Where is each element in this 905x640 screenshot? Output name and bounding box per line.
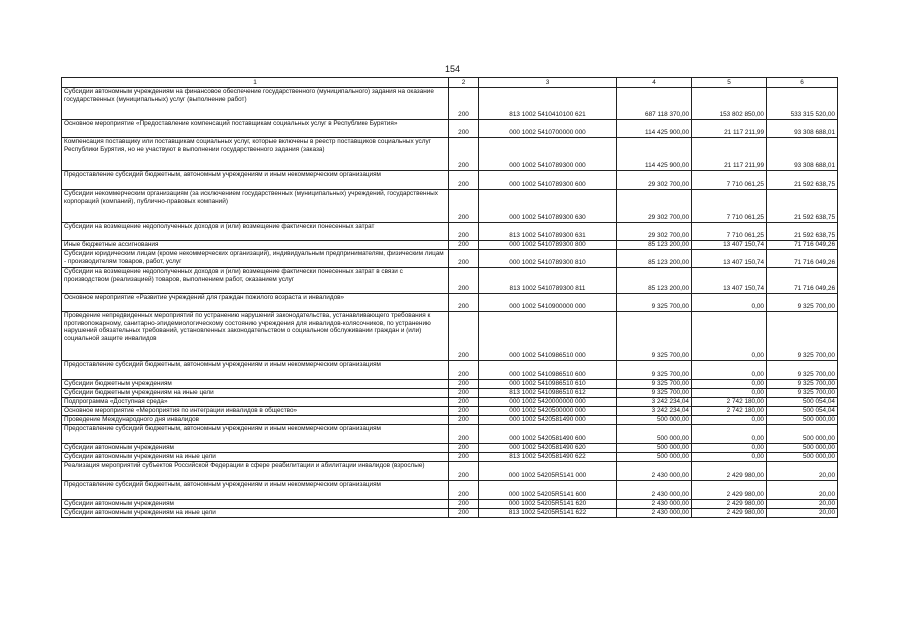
rows-code-cell: 200 — [449, 453, 479, 462]
table-row — [62, 241, 838, 250]
rows-executed-cell: 13 407 150,74 — [692, 241, 767, 250]
table-row — [62, 361, 838, 380]
rows-name-cell: Иные бюджетные ассигнования — [62, 241, 449, 250]
rows-classifier-cell: 000 1002 5410789300 800 — [479, 241, 617, 250]
rows-executed-cell: 2 429 980,00 — [692, 500, 767, 509]
rows-code-cell: 200 — [449, 425, 479, 444]
rows-executed-cell: 0,00 — [692, 389, 767, 398]
rows-amount-cell: 2 430 000,00 — [617, 500, 692, 509]
rows-executed-cell: 153 802 850,00 — [692, 88, 767, 120]
rows-amount-cell: 9 325 700,00 — [617, 294, 692, 312]
rows-name-cell: Предоставление субсидий бюджетным, автономным учреждениям и иным некоммерческим организациям — [62, 361, 449, 380]
rows-code-cell: 200 — [449, 361, 479, 380]
rows-remaining-cell: 20,00 — [767, 509, 838, 518]
rows-classifier-cell: 000 1002 5410986510 000 — [479, 312, 617, 361]
rows-amount-cell: 29 302 700,00 — [617, 190, 692, 223]
rows-classifier-cell: 000 1002 5420581490 000 — [479, 416, 617, 425]
rows-name-cell: Субсидии автономным учреждениям на иные цели — [62, 453, 449, 462]
rows-executed-cell: 2 429 980,00 — [692, 462, 767, 481]
rows-name-cell: Предоставление субсидий бюджетным, автономным учреждениям и иным некоммерческим организациям — [62, 481, 449, 500]
rows-name-cell: Субсидии юридическим лицам (кроме некоммерческих организаций), индивидуальным предпринимателям, физическим лицам - производителям товаров, работ, услуг — [62, 250, 449, 268]
rows-code-cell: 200 — [449, 138, 479, 171]
rows-remaining-cell: 500 054,04 — [767, 407, 838, 416]
rows-remaining-cell: 533 315 520,00 — [767, 88, 838, 120]
rows-classifier-cell: 000 1002 5410789300 630 — [479, 190, 617, 223]
rows-code-cell: 200 — [449, 171, 479, 190]
table-row — [62, 462, 838, 481]
rows-classifier-cell: 813 1002 5410410100 621 — [479, 88, 617, 120]
rows-executed-cell: 0,00 — [692, 453, 767, 462]
rows-amount-cell: 500 000,00 — [617, 425, 692, 444]
table-row — [62, 294, 838, 312]
rows-name-cell: Реализация мероприятий субъектов Российской Федерации в сфере реабилитации и абилитации инвалидов (взрослые) — [62, 462, 449, 481]
page-number: 154 — [444, 64, 461, 74]
rows-amount-cell: 9 325 700,00 — [617, 389, 692, 398]
rows-executed-cell: 0,00 — [692, 361, 767, 380]
rows-executed-cell: 2 429 980,00 — [692, 481, 767, 500]
rows-name-cell: Подпрограмма «Доступная среда» — [62, 398, 449, 407]
rows-name-cell: Субсидии на возмещение недополученных доходов и (или) возмещение фактически понесенных затрат в связи с производством (реализацией) товаров, выполнением работ, оказанием услуг — [62, 268, 449, 294]
header-cell: 4 — [617, 78, 692, 88]
rows-remaining-cell: 9 325 700,00 — [767, 380, 838, 389]
rows-classifier-cell: 813 1002 5410986510 612 — [479, 389, 617, 398]
rows-remaining-cell: 71 716 049,26 — [767, 268, 838, 294]
rows-code-cell: 200 — [449, 190, 479, 223]
table-row — [62, 509, 838, 518]
rows-remaining-cell: 21 592 638,75 — [767, 171, 838, 190]
rows-classifier-cell: 000 1002 5410789300 000 — [479, 138, 617, 171]
rows-amount-cell: 9 325 700,00 — [617, 312, 692, 361]
rows-remaining-cell: 93 308 688,01 — [767, 120, 838, 138]
rows-classifier-cell: 813 1002 5410789300 811 — [479, 268, 617, 294]
rows-code-cell: 200 — [449, 500, 479, 509]
rows-remaining-cell: 71 716 049,26 — [767, 250, 838, 268]
rows-executed-cell: 0,00 — [692, 444, 767, 453]
rows-name-cell: Проведение непредвиденных мероприятий по устранению нарушений законодательства, устанавливающего требования к противопожарному, санитарно-эпидемиологическому состоянию учреждения для инвалидов-колясочников, по устранению нарушений обязательных требований, установленных законодательством о социальном обслуживании граждан и (или) социальной защите инвалидов — [62, 312, 449, 361]
rows-amount-cell: 85 123 200,00 — [617, 241, 692, 250]
rows-remaining-cell: 500 000,00 — [767, 444, 838, 453]
rows-executed-cell: 7 710 061,25 — [692, 223, 767, 241]
rows-amount-cell: 3 242 234,04 — [617, 407, 692, 416]
rows-code-cell: 200 — [449, 88, 479, 120]
rows-code-cell: 200 — [449, 444, 479, 453]
rows-classifier-cell: 000 1002 5410986510 600 — [479, 361, 617, 380]
rows-remaining-cell: 20,00 — [767, 500, 838, 509]
rows-code-cell: 200 — [449, 241, 479, 250]
table-row — [62, 88, 838, 120]
rows-executed-cell: 2 429 980,00 — [692, 509, 767, 518]
rows-remaining-cell: 500 054,04 — [767, 398, 838, 407]
rows-name-cell: Предоставление субсидий бюджетным, автономным учреждениям и иным некоммерческим организациям — [62, 425, 449, 444]
rows-classifier-cell: 000 1002 5410700000 000 — [479, 120, 617, 138]
rows-executed-cell: 13 407 150,74 — [692, 250, 767, 268]
rows-classifier-cell: 000 1002 5410789300 810 — [479, 250, 617, 268]
rows-classifier-cell: 000 1002 5410900000 000 — [479, 294, 617, 312]
rows-classifier-cell: 000 1002 5420581490 620 — [479, 444, 617, 453]
table-row — [62, 120, 838, 138]
rows-classifier-cell: 000 1002 5410986510 610 — [479, 380, 617, 389]
rows-name-cell: Проведение Международного дня инвалидов — [62, 416, 449, 425]
rows-classifier-cell: 000 1002 5410789300 600 — [479, 171, 617, 190]
table-row — [62, 398, 838, 407]
rows-name-cell: Основное мероприятие «Предоставление компенсаций поставщикам социальных услуг в Республике Бурятия» — [62, 120, 449, 138]
rows-code-cell: 200 — [449, 481, 479, 500]
rows-name-cell: Субсидии некоммерческим организациям (за исключением государственных (муниципальных) учреждений, государственных корпораций (компаний), публично-правовых компаний) — [62, 190, 449, 223]
table-row — [62, 190, 838, 223]
table-row — [62, 138, 838, 171]
rows-remaining-cell: 9 325 700,00 — [767, 389, 838, 398]
rows-classifier-cell: 000 1002 5420000000 000 — [479, 398, 617, 407]
rows-executed-cell: 0,00 — [692, 294, 767, 312]
rows-amount-cell: 2 430 000,00 — [617, 481, 692, 500]
rows-name-cell: Компенсация поставщику или поставщикам социальных услуг, которые включены в реестр поставщиков социальных услуг Республики Бурятия, но не участвуют в выполнении государственного задания (заказа) — [62, 138, 449, 171]
rows-name-cell: Предоставление субсидий бюджетным, автономным учреждениям и иным некоммерческим организациям — [62, 171, 449, 190]
header-cell: 3 — [479, 78, 617, 88]
rows-amount-cell: 500 000,00 — [617, 416, 692, 425]
rows-name-cell: Субсидии бюджетным учреждениям — [62, 380, 449, 389]
budget-table — [61, 77, 838, 518]
rows-remaining-cell: 9 325 700,00 — [767, 312, 838, 361]
rows-amount-cell: 3 242 234,04 — [617, 398, 692, 407]
header-cell: 1 — [62, 78, 449, 88]
rows-classifier-cell: 000 1002 54205R5141 620 — [479, 500, 617, 509]
rows-name-cell: Основное мероприятие «Мероприятия по интеграции инвалидов в общество» — [62, 407, 449, 416]
rows-remaining-cell: 21 592 638,75 — [767, 190, 838, 223]
rows-amount-cell: 2 430 000,00 — [617, 462, 692, 481]
rows-remaining-cell: 21 592 638,75 — [767, 223, 838, 241]
rows-executed-cell: 0,00 — [692, 312, 767, 361]
rows-code-cell: 200 — [449, 398, 479, 407]
rows-executed-cell: 21 117 211,99 — [692, 138, 767, 171]
table-row — [62, 416, 838, 425]
rows-amount-cell: 500 000,00 — [617, 444, 692, 453]
table-row — [62, 223, 838, 241]
table-row — [62, 380, 838, 389]
rows-amount-cell: 85 123 200,00 — [617, 250, 692, 268]
rows-executed-cell: 0,00 — [692, 416, 767, 425]
rows-remaining-cell: 9 325 700,00 — [767, 294, 838, 312]
rows-classifier-cell: 000 1002 54205R5141 000 — [479, 462, 617, 481]
rows-executed-cell: 13 407 150,74 — [692, 268, 767, 294]
rows-amount-cell: 500 000,00 — [617, 453, 692, 462]
rows-code-cell: 200 — [449, 380, 479, 389]
rows-classifier-cell: 000 1002 5420500000 000 — [479, 407, 617, 416]
header-row — [62, 78, 838, 88]
rows-classifier-cell: 813 1002 5410789300 631 — [479, 223, 617, 241]
rows-amount-cell: 2 430 000,00 — [617, 509, 692, 518]
table-row — [62, 444, 838, 453]
rows-executed-cell: 21 117 211,99 — [692, 120, 767, 138]
rows-classifier-cell: 000 1002 54205R5141 600 — [479, 481, 617, 500]
rows-name-cell: Субсидии автономным учреждениям — [62, 500, 449, 509]
rows-code-cell: 200 — [449, 250, 479, 268]
header-cell: 2 — [449, 78, 479, 88]
table-row — [62, 312, 838, 361]
rows-executed-cell: 7 710 061,25 — [692, 190, 767, 223]
rows-remaining-cell: 20,00 — [767, 481, 838, 500]
rows-amount-cell: 9 325 700,00 — [617, 361, 692, 380]
rows-amount-cell: 114 425 900,00 — [617, 138, 692, 171]
table-row — [62, 389, 838, 398]
header-cell: 6 — [767, 78, 838, 88]
table-row — [62, 500, 838, 509]
table-row — [62, 407, 838, 416]
rows-amount-cell: 29 302 700,00 — [617, 171, 692, 190]
table-row — [62, 268, 838, 294]
rows-amount-cell: 29 302 700,00 — [617, 223, 692, 241]
header-cell: 5 — [692, 78, 767, 88]
rows-name-cell: Субсидии автономным учреждениям на финансовое обеспечение государственного (муниципального) задания на оказание государственных (муниципальных) услуг (выполнение работ) — [62, 88, 449, 120]
rows-remaining-cell: 9 325 700,00 — [767, 361, 838, 380]
table-row — [62, 481, 838, 500]
rows-executed-cell: 0,00 — [692, 425, 767, 444]
rows-executed-cell: 7 710 061,25 — [692, 171, 767, 190]
rows-executed-cell: 2 742 180,00 — [692, 407, 767, 416]
rows-code-cell: 200 — [449, 416, 479, 425]
rows-code-cell: 200 — [449, 462, 479, 481]
rows-name-cell: Субсидии автономным учреждениям на иные цели — [62, 509, 449, 518]
rows-remaining-cell: 93 308 688,01 — [767, 138, 838, 171]
rows-code-cell: 200 — [449, 294, 479, 312]
rows-code-cell: 200 — [449, 509, 479, 518]
table-row — [62, 453, 838, 462]
rows-code-cell: 200 — [449, 223, 479, 241]
rows-name-cell: Субсидии бюджетным учреждениям на иные цели — [62, 389, 449, 398]
rows-remaining-cell: 500 000,00 — [767, 453, 838, 462]
rows-remaining-cell: 20,00 — [767, 462, 838, 481]
rows-amount-cell: 9 325 700,00 — [617, 380, 692, 389]
rows-code-cell: 200 — [449, 268, 479, 294]
rows-remaining-cell: 500 000,00 — [767, 425, 838, 444]
table-row — [62, 425, 838, 444]
rows-name-cell: Субсидии на возмещение недополученных доходов и (или) возмещение фактически понесенных затрат — [62, 223, 449, 241]
rows-name-cell: Основное мероприятие «Развитие учреждений для граждан пожилого возраста и инвалидов» — [62, 294, 449, 312]
rows-remaining-cell: 500 000,00 — [767, 416, 838, 425]
table-row — [62, 171, 838, 190]
rows-amount-cell: 687 118 370,00 — [617, 88, 692, 120]
rows-name-cell: Субсидии автономным учреждениям — [62, 444, 449, 453]
rows-code-cell: 200 — [449, 407, 479, 416]
table-row — [62, 250, 838, 268]
rows-classifier-cell: 813 1002 54205R5141 622 — [479, 509, 617, 518]
rows-classifier-cell: 813 1002 5420581490 622 — [479, 453, 617, 462]
rows-code-cell: 200 — [449, 389, 479, 398]
rows-amount-cell: 85 123 200,00 — [617, 268, 692, 294]
rows-classifier-cell: 000 1002 5420581490 600 — [479, 425, 617, 444]
rows-amount-cell: 114 425 900,00 — [617, 120, 692, 138]
rows-executed-cell: 2 742 180,00 — [692, 398, 767, 407]
rows-code-cell: 200 — [449, 120, 479, 138]
rows-executed-cell: 0,00 — [692, 380, 767, 389]
rows-code-cell: 200 — [449, 312, 479, 361]
rows-remaining-cell: 71 716 049,26 — [767, 241, 838, 250]
